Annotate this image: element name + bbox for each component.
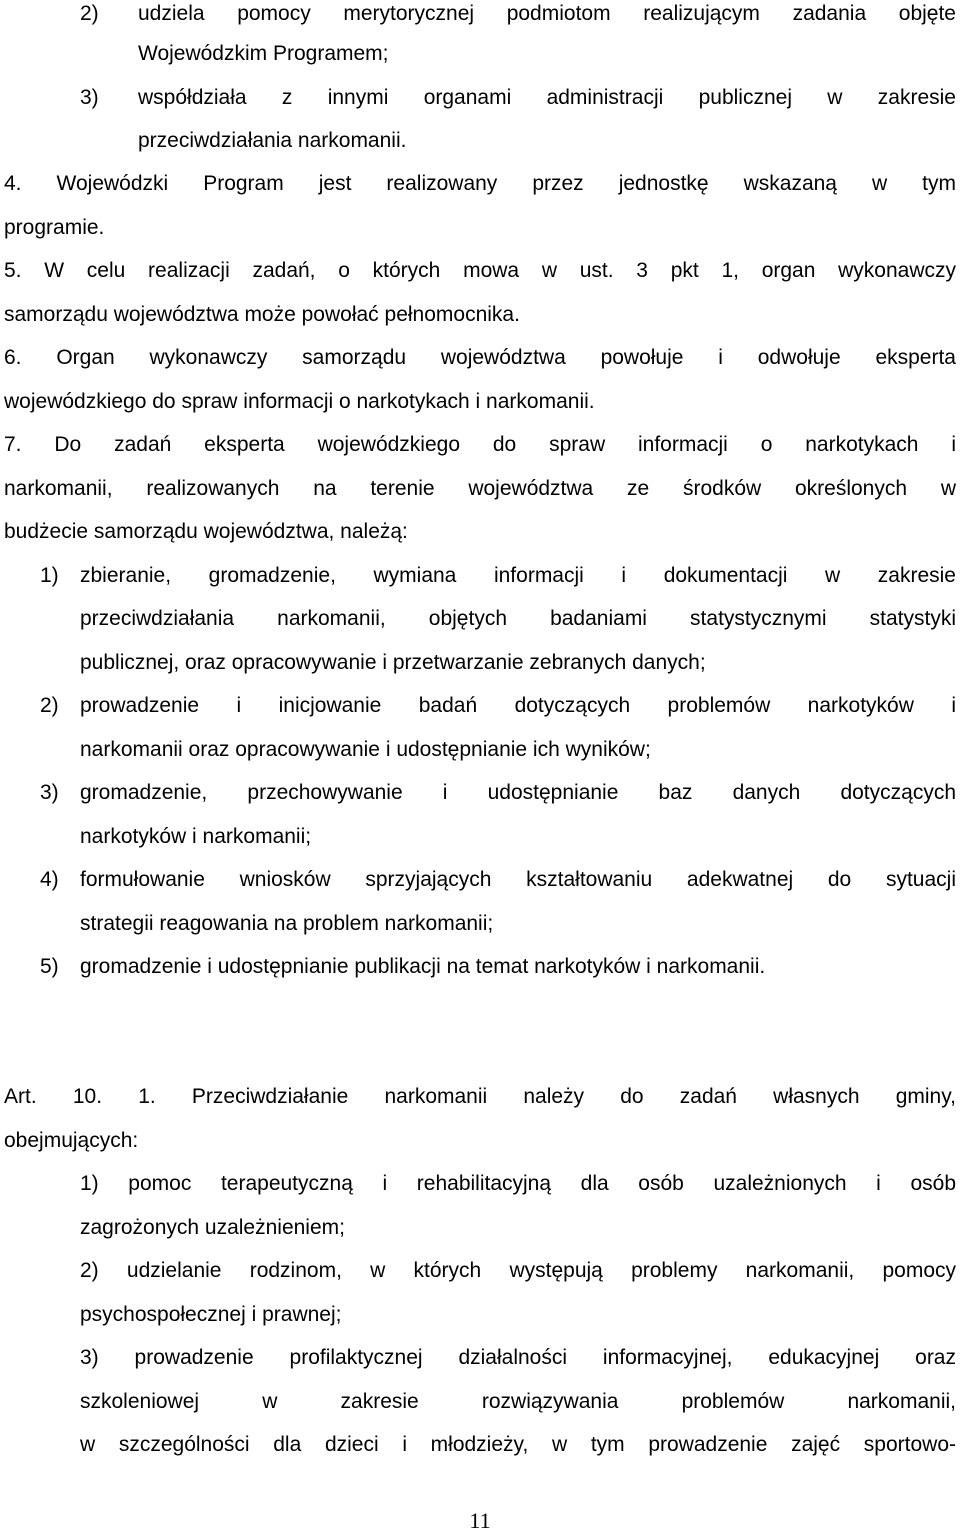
list-item-text: szkoleniowej w zakresie rozwiązywania problemów narkomanii, (80, 1390, 956, 1413)
list-number: 5) (40, 955, 59, 978)
list-item-text: 2) udzielanie rodzinom, w których występują problemy narkomanii, pomocy (80, 1259, 956, 1282)
paragraph-line: 7. Do zadań eksperta wojewódzkiego do spraw informacji o narkotykach i (4, 433, 956, 456)
page-number: 11 (469, 1508, 491, 1533)
list-item-text: psychospołecznej i prawnej; (80, 1303, 342, 1326)
list-number: 1) (40, 564, 59, 587)
paragraph-line: narkomanii, realizowanych na terenie województwa ze środków określonych w (4, 477, 956, 500)
list-item-text: udziela pomocy merytorycznej podmiotom realizującym zadania objęte (138, 2, 956, 25)
list-item-text: prowadzenie i inicjowanie badań dotyczących problemów narkotyków i (80, 694, 956, 717)
list-number: 2) (40, 694, 59, 717)
paragraph-line: 5. W celu realizacji zadań, o których mowa w ust. 3 pkt 1, organ wykonawczy (4, 259, 956, 282)
list-item-text: przeciwdziałania narkomanii. (138, 129, 407, 152)
list-item-text: współdziała z innymi organami administracji publicznej w zakresie (138, 86, 956, 109)
list-item-text: strategii reagowania na problem narkomanii; (80, 912, 494, 935)
list-number: 3) (40, 781, 59, 804)
list-item-text: narkotyków i narkomanii; (80, 825, 312, 848)
paragraph-line: 6. Organ wykonawczy samorządu województwa powołuje i odwołuje eksperta (4, 346, 956, 369)
list-item-text: zbieranie, gromadzenie, wymiana informacji i dokumentacji w zakresie (80, 564, 956, 587)
list-item-text: formułowanie wniosków sprzyjających kształtowaniu adekwatnej do sytuacji (80, 868, 956, 891)
list-item-text: gromadzenie i udostępnianie publikacji na temat narkotyków i narkomanii. (80, 955, 766, 978)
paragraph-line: samorządu województwa może powołać pełnomocnika. (4, 303, 520, 326)
list-item-text: narkomanii oraz opracowywanie i udostępnianie ich wyników; (80, 738, 651, 761)
list-item-text: 1) pomoc terapeutyczną i rehabilitacyjną dla osób uzależnionych i osób (80, 1172, 956, 1195)
paragraph-line: 4. Wojewódzki Program jest realizowany przez jednostkę wskazaną w tym (4, 172, 956, 195)
list-item-text: zagrożonych uzależnieniem; (80, 1216, 345, 1239)
list-item-text: przeciwdziałania narkomanii, objętych badaniami statystycznymi statystyki (80, 607, 956, 630)
paragraph-line: budżecie samorządu województwa, należą: (4, 520, 408, 543)
list-item-text: 3) prowadzenie profilaktycznej działalności informacyjnej, edukacyjnej oraz (80, 1346, 956, 1369)
list-number: 4) (40, 868, 59, 891)
paragraph-line: wojewódzkiego do spraw informacji o narkotykach i narkomanii. (4, 390, 595, 413)
list-item-text: Wojewódzkim Programem; (138, 42, 389, 65)
paragraph-line: programie. (4, 216, 105, 239)
paragraph-line: obejmujących: (4, 1129, 139, 1152)
list-item-text: w szczególności dla dzieci i młodzieży, w tym prowadzenie zajęć sportowo- (80, 1433, 956, 1456)
list-number: 3) (80, 86, 99, 109)
list-item-text: publicznej, oraz opracowywanie i przetwarzanie zebranych danych; (80, 651, 706, 674)
list-number: 2) (80, 2, 99, 25)
article-heading-line: Art. 10. 1. Przeciwdziałanie narkomanii należy do zadań własnych gminy, (4, 1085, 956, 1108)
list-item-text: gromadzenie, przechowywanie i udostępnianie baz danych dotyczących (80, 781, 956, 804)
